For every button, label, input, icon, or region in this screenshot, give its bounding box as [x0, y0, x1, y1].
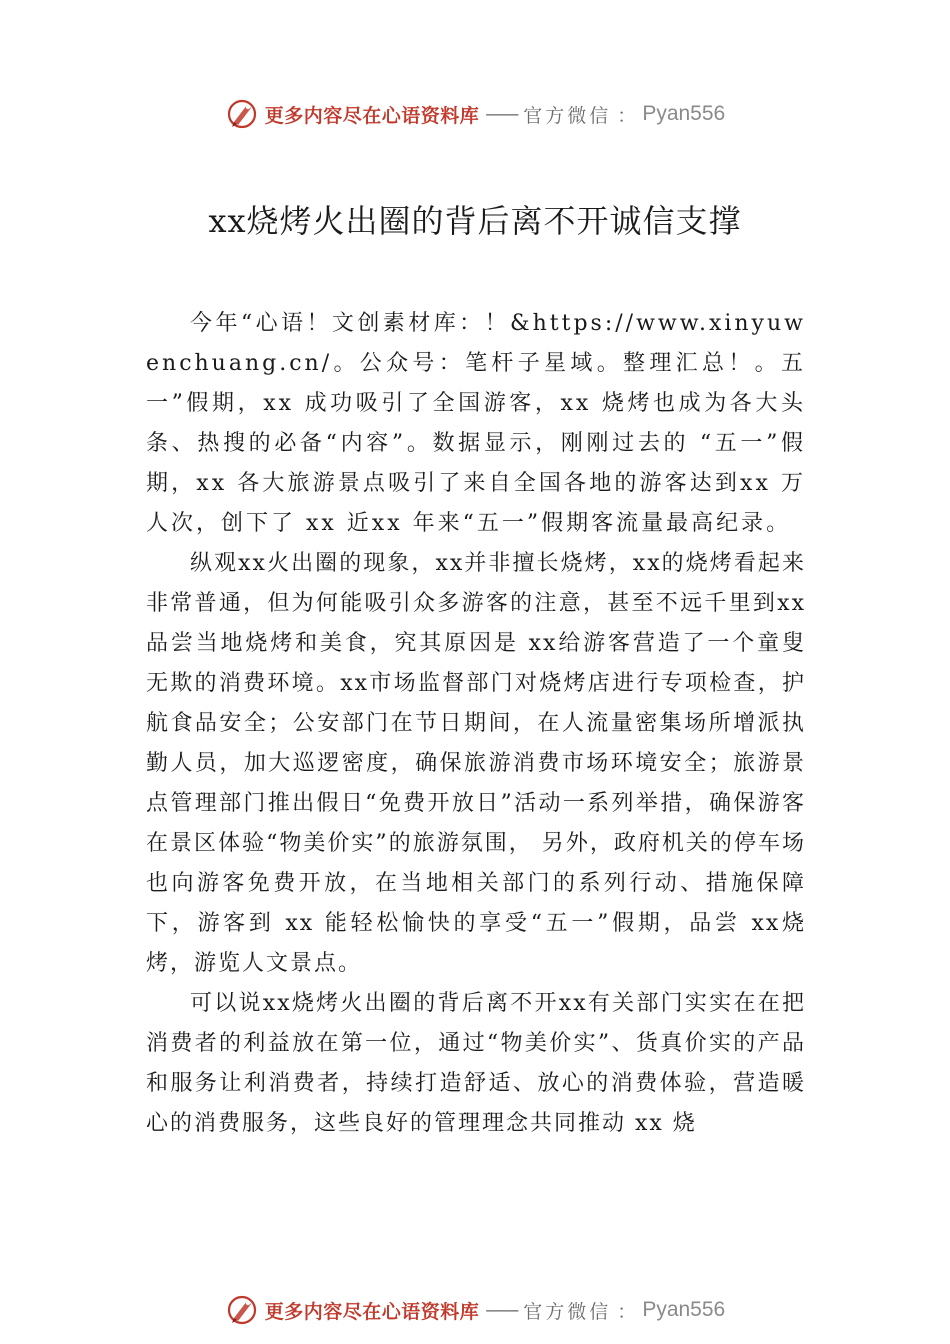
footer-wechat-id: Pyan556: [642, 1298, 726, 1321]
banner-dash: ——: [485, 103, 518, 125]
banner-colon: ：: [617, 104, 637, 127]
pen-nib-logo-icon: [225, 1293, 259, 1327]
header-banner: [0, 94, 950, 134]
body-paragraph-3: 可以说xx烧烤火出圈的背后离不开xx有关部门实实在在把消费者的利益放在第一位，通过“物美价实”、货真价实的产品和服务让利消费者，持续打造舒适、放心的消费体验，营造暖心的消费服务，这些良好的管理理念共同推动 xx 烧: [146, 991, 806, 1136]
footer-dash: ——: [485, 1299, 518, 1321]
footer-colon: ：: [617, 1300, 637, 1323]
document-title: xx烧烤火出圈的背后离不开诚信支撑: [208, 202, 742, 240]
document-body: [146, 304, 806, 1144]
footer-library-text: 更多内容尽在心语资料库: [264, 1300, 480, 1323]
body-paragraph-1: 今年“心语！文创素材库：！&https://www.xinyuwenchuang.cn/。公众号：笔杆子星域。整理汇总！。五一”假期，xx 成功吸引了全国游客，xx 烧烤也成为各大头条、热搜的必备“内容”。数据显示，刚刚过去的 “五一”假期，xx 各大旅游景点吸引了来自全国各地的游客达到xx 万人次，创下了 xx 近xx 年来“五一”假期客流量最高纪录。: [146, 311, 806, 536]
banner-wechat-id: Pyan556: [642, 102, 726, 125]
footer-banner: [0, 1290, 950, 1330]
footer-official-wechat-label: 官方微信: [523, 1300, 612, 1323]
banner-library-text: 更多内容尽在心语资料库: [264, 104, 480, 127]
pen-nib-logo-icon: [225, 97, 259, 131]
banner-official-wechat-label: 官方微信: [523, 104, 612, 127]
body-paragraph-2: 纵观xx火出圈的现象，xx并非擅长烧烤，xx的烧烤看起来非常普通，但为何能吸引众多游客的注意，甚至不远千里到xx品尝当地烧烤和美食，究其原因是 xx给游客营造了一个童叟无欺的消费环境。xx市场监督部门对烧烤店进行专项检查，护航食品安全；公安部门在节日期间，在人流量密集场所增派执勤人员，加大巡逻密度，确保旅游消费市场环境安全；旅游景点管理部门推出假日“免费开放日”活动一系列举措，确保游客在景区体验“物美价实”的旅游氛围， 另外，政府机关的停车场也向游客免费开放，在当地相关部门的系列行动、措施保障下，游客到 xx 能轻松愉快的享受“五一”假期，品尝 xx烧烤，游览人文景点。: [146, 551, 806, 976]
